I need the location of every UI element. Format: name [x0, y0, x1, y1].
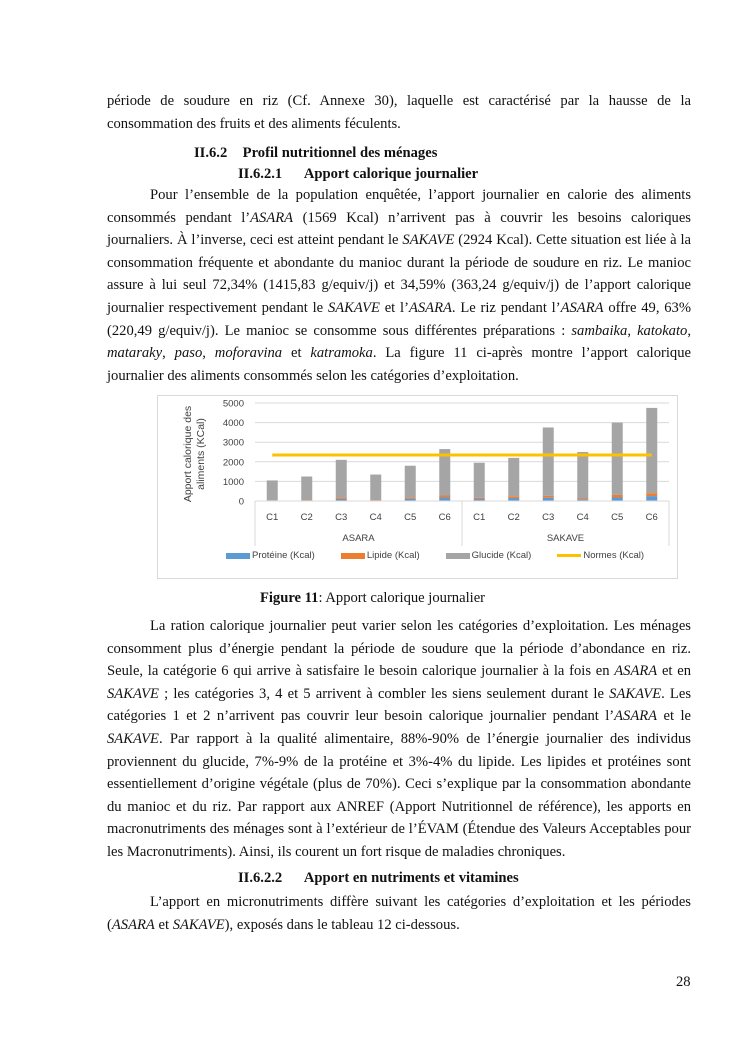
paragraph-apport-calorique: Pour l’ensemble de la population enquêtée, l’apport journalier en calorie des aliments consommés pendant l’ASARA (1569 Kcal) n’arrivent pas à couvrir les besoins caloriques journaliers. À l’inverse, ceci est atteint pendant le SAKAVE (2924 Kcal). Cette situation est liée à la consommation fréquente et abondante du manioc durant la période de soudure en riz. Le manioc assure à lui seul 72,34% (1415,83 g/equiv/j) et 34,59% (363,24 g/equiv/j) de l’apport calorique journalier respectivement pendant le SAKAVE et l’ASARA. Le riz pendant l’ASARA offre 49, 63% (220,49 g/equiv/j). Le manioc se consomme sous différentes préparations : sambaika, katokato, mataraky, paso, moforavina et katramoka. La figure 11 ci-après montre l’apport calorique journalier des aliments consommés selon les catégories d’exploitation. — [107, 187, 692, 384]
legend-swatch-icon — [446, 553, 470, 559]
figure-label: Figure 11 — [259, 590, 319, 606]
heading-title: Profil nutritionnel des ménages — [242, 145, 438, 161]
legend-item — [226, 550, 315, 561]
section-heading-ii-6-2 — [194, 145, 437, 162]
legend-swatch-icon — [341, 553, 365, 559]
svg-text:C1: C1 — [473, 512, 486, 523]
legend-label: Protéine (Kcal) — [252, 550, 315, 561]
svg-text:SAKAVE: SAKAVE — [546, 533, 585, 544]
svg-text:C6: C6 — [645, 512, 658, 523]
section-heading-ii-6-2-1 — [238, 166, 478, 183]
svg-text:5000: 5000 — [222, 398, 244, 410]
svg-text:aliments (KCal): aliments (KCal) — [195, 418, 207, 490]
chart-legend — [226, 550, 670, 561]
legend-item — [557, 550, 644, 561]
legend-label: Normes (Kcal) — [583, 550, 645, 561]
legend-label: Glucide (Kcal) — [471, 550, 532, 561]
svg-text:4000: 4000 — [222, 418, 244, 430]
svg-text:C5: C5 — [611, 512, 624, 523]
legend-label: Lipide (Kcal) — [366, 550, 420, 561]
svg-text:C3: C3 — [542, 512, 555, 523]
section-heading-ii-6-2-2 — [238, 870, 519, 887]
svg-text:C5: C5 — [404, 512, 417, 523]
svg-text:C1: C1 — [266, 512, 279, 523]
legend-swatch-icon — [226, 553, 250, 559]
legend-item — [341, 550, 420, 561]
heading-number: II.6.2 — [194, 145, 228, 161]
svg-text:2000: 2000 — [222, 457, 244, 469]
figure-caption — [0, 590, 745, 607]
heading-number: II.6.2.2 — [238, 870, 283, 886]
figure-caption-text: : Apport calorique journalier — [318, 590, 486, 606]
svg-text:Apport calorique des: Apport calorique des — [182, 405, 194, 503]
paragraph-micronutriments: L’apport en micronutriments diffère suivant les catégories d’exploitation et les périodes (ASARA et SAKAVE), exposés dans le tableau 12 ci-dessous. — [107, 894, 691, 933]
heading-title: Apport calorique journalier — [303, 166, 479, 182]
svg-text:1000: 1000 — [222, 476, 244, 488]
svg-text:0: 0 — [238, 496, 244, 508]
heading-number: II.6.2.1 — [238, 166, 283, 182]
svg-text:3000: 3000 — [222, 437, 244, 449]
heading-title: Apport en nutriments et vitamines — [303, 870, 519, 886]
svg-text:C3: C3 — [335, 512, 348, 523]
page-number: 28 — [676, 974, 691, 990]
legend-item — [446, 550, 532, 561]
svg-text:C2: C2 — [507, 512, 520, 523]
calorie-intake-chart — [157, 395, 678, 579]
intro-paragraph: période de soudure en riz (Cf. Annexe 30), laquelle est caractérisé par la hausse de la consommation des fruits et des aliments féculents. — [107, 93, 691, 132]
legend-swatch-icon — [557, 554, 581, 557]
svg-text:C4: C4 — [576, 512, 589, 523]
svg-text:ASARA: ASARA — [342, 533, 375, 544]
paragraph-ration-calorique: La ration calorique journalier peut varier selon les catégories d’exploitation. Les ménages consomment plus d’énergie pendant la période de soudure que la période d’abondance en riz. Seule, la catégorie 6 qui arrive à satisfaire le besoin calorique journalier à la fois en ASARA et en SAKAVE ; les catégories 3, 4 et 5 arrivent à combler les siens seulement durant le SAKAVE. Les catégories 1 et 2 n’arrivent pas couvrir leur besoin calorique journalier pendant l’ASARA et le SAKAVE. Par rapport à la qualité alimentaire, 88%-90% de l’énergie journalier des individus proviennent du glucide, 7%-9% de la protéine et 3%-4% du lipide. Les lipides et protéines sont essentiellement d’origine végétale (plus de 70%). Ceci s’explique par la consommation abondante du manioc et du riz. Par rapport aux ANREF (Apport Nutritionnel de référence), les apports en macronutriments des ménages sont à l’extérieur de l’ÉVAM (Étendue des Valeurs Acceptables pour les Macronutriments). Ainsi, ils courent un fort risque de maladies chroniques. — [107, 618, 691, 860]
svg-text:C6: C6 — [438, 512, 451, 523]
svg-text:C2: C2 — [300, 512, 313, 523]
svg-text:C4: C4 — [369, 512, 382, 523]
